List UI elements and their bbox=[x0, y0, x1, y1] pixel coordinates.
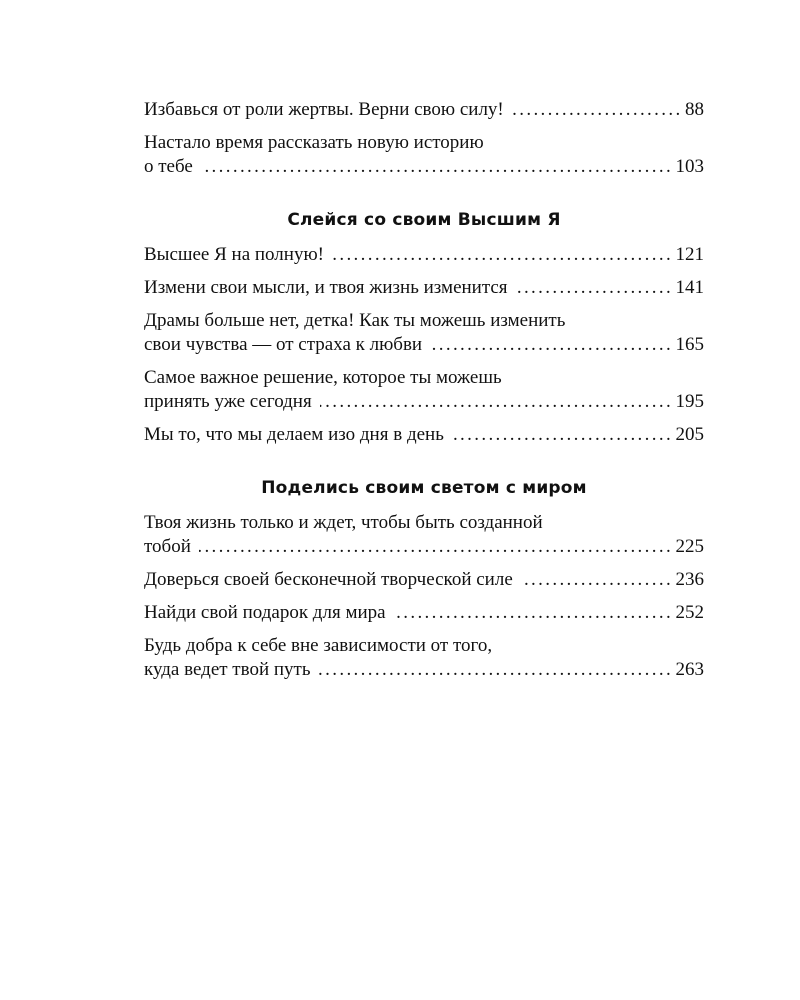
toc-page-number: 195 bbox=[675, 391, 704, 412]
toc-entry-line bbox=[144, 155, 704, 179]
toc-section bbox=[144, 98, 704, 179]
dot-leader bbox=[199, 535, 670, 559]
toc-entry-title: Найди свой подарок для мира bbox=[144, 602, 386, 623]
toc-page-number: 88 bbox=[685, 99, 704, 120]
toc-entry-title-line: Будь добра к себе вне зависимости от того, bbox=[144, 635, 493, 656]
section-heading: Слейся со своим Высшим Я bbox=[287, 210, 561, 230]
dot-leader bbox=[320, 390, 670, 414]
toc-entry-line bbox=[144, 98, 704, 122]
toc-entry[interactable] bbox=[144, 309, 704, 357]
toc-entry-line bbox=[144, 333, 704, 357]
dot-leader bbox=[394, 601, 670, 625]
dot-leader bbox=[319, 658, 670, 682]
toc-entry[interactable] bbox=[144, 131, 704, 179]
toc-entry-line bbox=[144, 601, 704, 625]
toc-entry-title: Высшее Я на полную! bbox=[144, 244, 324, 265]
toc-entry-line bbox=[144, 423, 704, 447]
toc-entry-title: о тебе bbox=[144, 156, 193, 177]
toc-entry-line bbox=[144, 535, 704, 559]
toc-entry[interactable] bbox=[144, 511, 704, 559]
toc-entry-line bbox=[144, 568, 704, 592]
toc-entry-title: свои чувства — от страха к любви bbox=[144, 334, 423, 355]
toc-entry-line bbox=[144, 658, 704, 682]
toc-page-number: 205 bbox=[675, 424, 704, 445]
dot-leader bbox=[521, 568, 670, 592]
section-heading: Поделись своим светом с миром bbox=[261, 478, 587, 498]
toc-entry[interactable] bbox=[144, 634, 704, 682]
toc-entry-title: Измени свои мысли, и твоя жизнь изменится bbox=[144, 277, 508, 298]
toc-entry-title: принять уже сегодня bbox=[144, 391, 312, 412]
toc-entry-title-line: Драмы больше нет, детка! Как ты можешь изменить bbox=[144, 310, 566, 331]
toc-entry-title-line: Настало время рассказать новую историю bbox=[144, 132, 484, 153]
toc-entry-title: Избавься от роли жертвы. Верни свою силу! bbox=[144, 99, 504, 120]
toc-entry-title-line: Самое важное решение, которое ты можешь bbox=[144, 367, 502, 388]
toc-entry[interactable] bbox=[144, 243, 704, 267]
toc-entry[interactable] bbox=[144, 568, 704, 592]
toc-page-number: 121 bbox=[675, 244, 704, 265]
dot-leader bbox=[201, 155, 670, 179]
toc-entry-title: тобой bbox=[144, 536, 191, 557]
toc-entry[interactable] bbox=[144, 98, 704, 122]
dot-leader bbox=[452, 423, 670, 447]
toc-page-number: 165 bbox=[675, 334, 704, 355]
toc-entry-line bbox=[144, 243, 704, 267]
dot-leader bbox=[430, 333, 669, 357]
toc-entry-title: Мы то, что мы делаем изо дня в день bbox=[144, 424, 444, 445]
toc-entry-line bbox=[144, 276, 704, 300]
dot-leader bbox=[516, 276, 670, 300]
toc-entry[interactable] bbox=[144, 366, 704, 414]
toc-entry-line bbox=[144, 390, 704, 414]
toc-section bbox=[144, 477, 704, 682]
table-of-contents bbox=[144, 98, 704, 691]
toc-page-number: 103 bbox=[675, 156, 704, 177]
toc-page-number: 141 bbox=[675, 277, 704, 298]
toc-entry-title: Доверься своей бесконечной творческой силе bbox=[144, 569, 513, 590]
toc-entry[interactable] bbox=[144, 276, 704, 300]
toc-entry-title-line: Твоя жизнь только и ждет, чтобы быть созданной bbox=[144, 512, 543, 533]
toc-entry[interactable] bbox=[144, 601, 704, 625]
toc-page-number: 263 bbox=[675, 659, 704, 680]
dot-leader bbox=[512, 98, 679, 122]
toc-page-number: 236 bbox=[675, 569, 704, 590]
toc-entry[interactable] bbox=[144, 423, 704, 447]
toc-section bbox=[144, 209, 704, 447]
toc-page-number: 252 bbox=[675, 602, 704, 623]
toc-page-number: 225 bbox=[675, 536, 704, 557]
dot-leader bbox=[332, 243, 670, 267]
toc-entry-title: куда ведет твой путь bbox=[144, 659, 311, 680]
